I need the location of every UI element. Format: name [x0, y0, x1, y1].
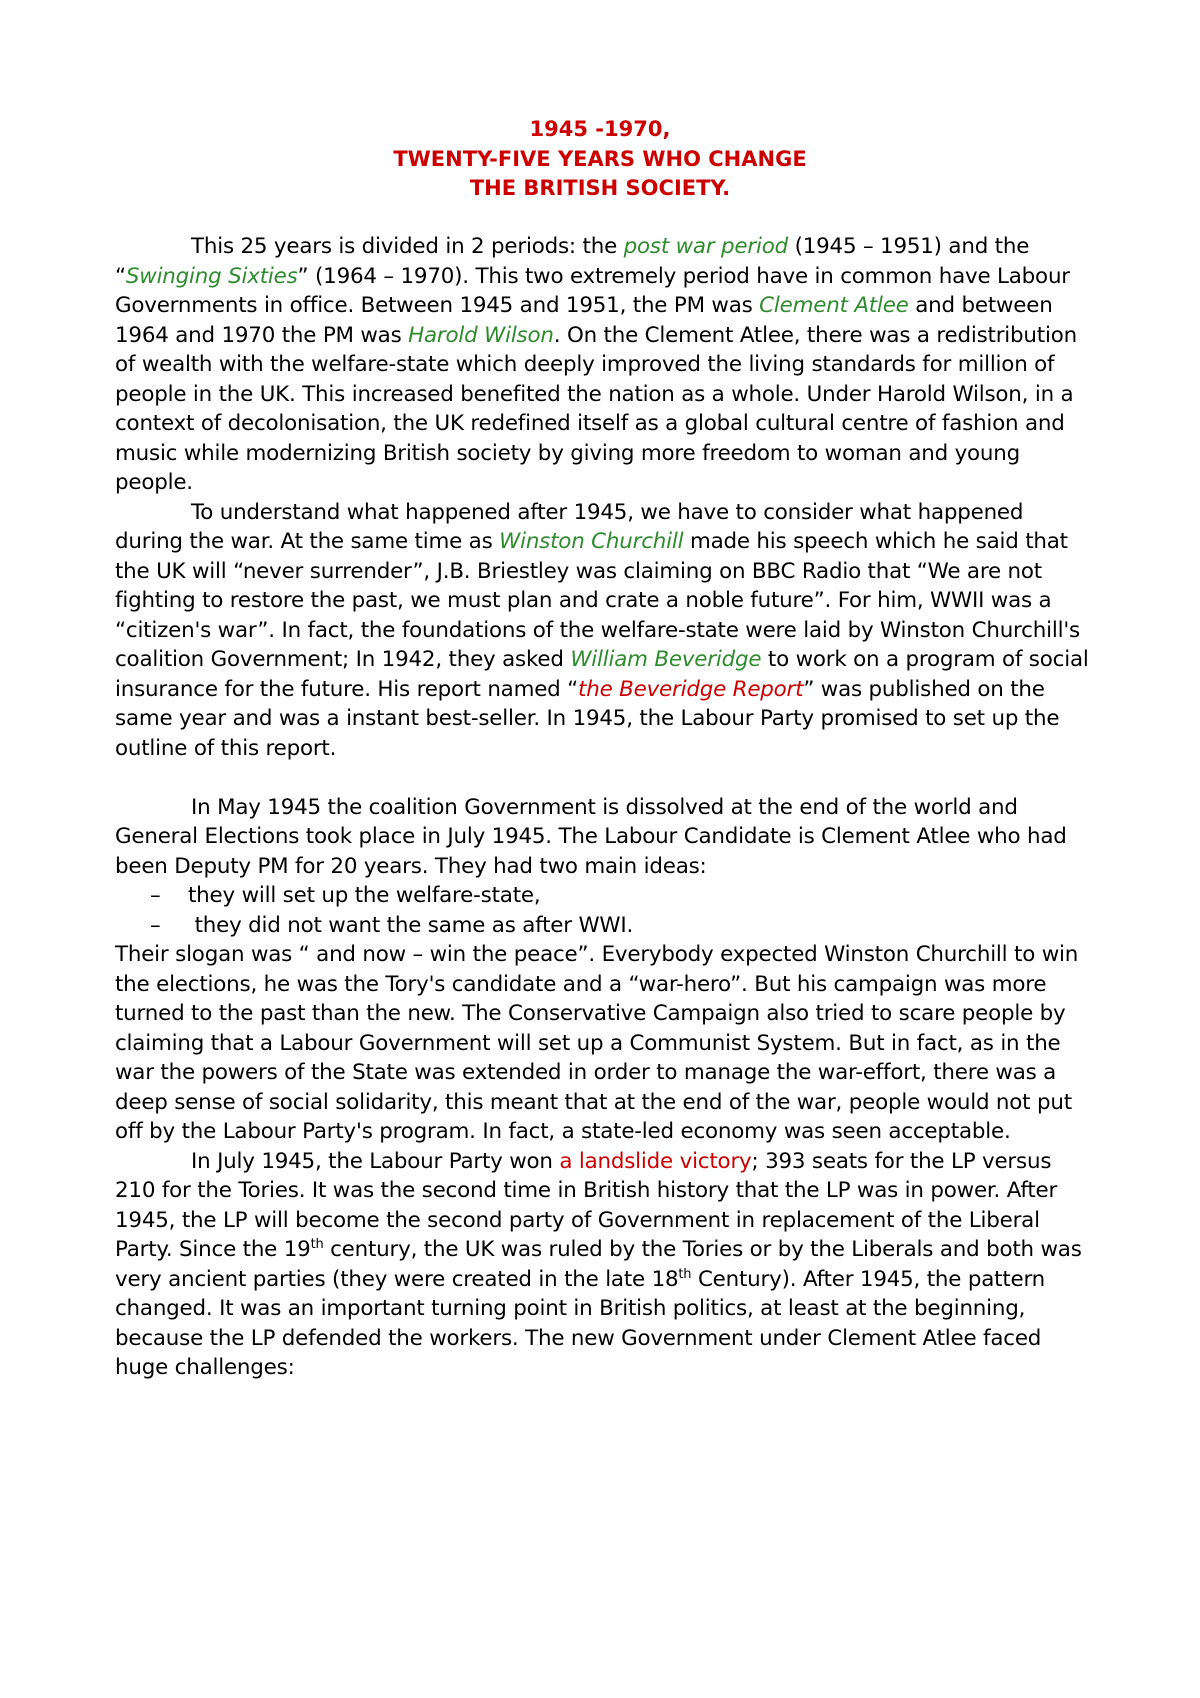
text-run: century, the UK was ruled by the Tories or by the Liberals and both was very ancient parties (they were created in the late 18 [115, 1237, 1082, 1292]
term-william-beveridge: William Beveridge [570, 647, 762, 672]
dash-bullet: – [150, 883, 161, 908]
superscript: th [678, 1266, 692, 1282]
list-item [115, 881, 1095, 911]
text-run: (1945 – 1951) and the “ [115, 234, 1030, 289]
list-item [115, 911, 1095, 941]
paragraph-spacer [115, 763, 1095, 793]
text-run: Century). After 1945, the pattern changed. It was an important turning point in British politics, at least at the beginning, because the LP defended the workers. The new Government under Clement Atlee faced huge challenges: [115, 1266, 1046, 1380]
paragraph-campaign: Their slogan was “ and now – win the peace”. Everybody expected Winston Churchill to win the elections, he was the Tory's candidate and a “war-hero”. But his campaign was more turned to the past than the new. The Conservative Campaign also tried to scare people by claiming that a Labour Government will set up a Communist System. But in fact, as in the war the powers of the State was extended in order to manage the war-effort, there was a deep sense of social solidarity, this meant that at the end of the war, people would not put off by the Labour Party's program. In fact, a state-led economy was seen acceptable. [115, 942, 1079, 1144]
list-item-text: they did not want the same as after WWI. [188, 912, 634, 938]
term-winston-churchill: Winston Churchill [499, 529, 684, 554]
text-run: and between 1964 and 1970 the PM was [115, 293, 1053, 348]
list-item-text: they will set up the welfare-state, [188, 883, 541, 908]
superscript: th [310, 1236, 324, 1252]
term-post-war-period: post war period [623, 234, 788, 259]
document-body [115, 232, 1095, 1383]
text-run: In July 1945, the Labour Party won [191, 1148, 560, 1174]
paragraph-elections: In May 1945 the coalition Government is dissolved at the end of the world and General Elections took place in July 1945. The Labour Candidate is Clement Atlee who had been Deputy PM for 20 years. They had two main ideas: [115, 794, 1067, 879]
text-run: made his speech which he said that the UK will “never surrender”, J.B. Briestley was claiming on BBC Radio that “We are not fighting to restore the past, we must plan and crate a noble future”. For him, WWII was a “citizen's war”. In fact, the foundations of the welfare-state were laid by Winston Churchill's coalition Government; In 1942, they asked [115, 529, 1080, 672]
term-harold-wilson: Harold Wilson [408, 322, 554, 348]
document-title [0, 115, 1200, 204]
dash-bullet: – [150, 912, 161, 938]
text-run: ” was published on the same year and was a instant best-seller. In 1945, the Labour Party promised to set up the outline of this report. [115, 676, 1060, 761]
ideas-list [115, 881, 1095, 940]
term-beveridge-report: the Beveridge Report [578, 676, 804, 702]
text-run: . On the Clement Atlee, there was a redistribution of wealth with the welfare-state which deeply improved the living standards for million of people in the UK. This increased benefited the nation as a whole. Under Harold Wilson, in a context of decolonisation, the UK redefined itself as a global cultural centre of fashion and music while modernizing British society by giving more freedom to woman and young people. [115, 322, 1077, 495]
paragraph-intro [115, 232, 1095, 498]
paragraph-victory [115, 1147, 1095, 1383]
text-run: To understand what happened after 1945, we have to consider what happened during the war. At the same time as [115, 499, 1024, 554]
term-clement-atlee: Clement Atlee [759, 293, 909, 318]
title-line-1: 1945 -1970, [529, 117, 671, 141]
term-landslide-victory: a landslide victory [559, 1148, 752, 1174]
title-line-2: TWENTY-FIVE YEARS WHO CHANGE [393, 146, 807, 171]
title-line-3: THE BRITISH SOCIETY. [469, 176, 731, 200]
paragraph-war [115, 498, 1095, 764]
text-run: This 25 years is divided in 2 periods: the [191, 234, 624, 259]
text-run: to work on a program of social insurance for the future. His report named “ [115, 647, 1089, 702]
term-swinging-sixties: Swinging Sixties [125, 263, 298, 289]
text-run: ; 393 seats for the LP versus 210 for the Tories. It was the second time in British history that the LP was in power. After 1945, the LP will become the second party of Government in replacement of the Liberal Party. Since the 19 [115, 1148, 1058, 1262]
text-run: ” (1964 – 1970). This two extremely period have in common have Labour Governments in office. Between 1945 and 1951, the PM was [115, 263, 1070, 318]
